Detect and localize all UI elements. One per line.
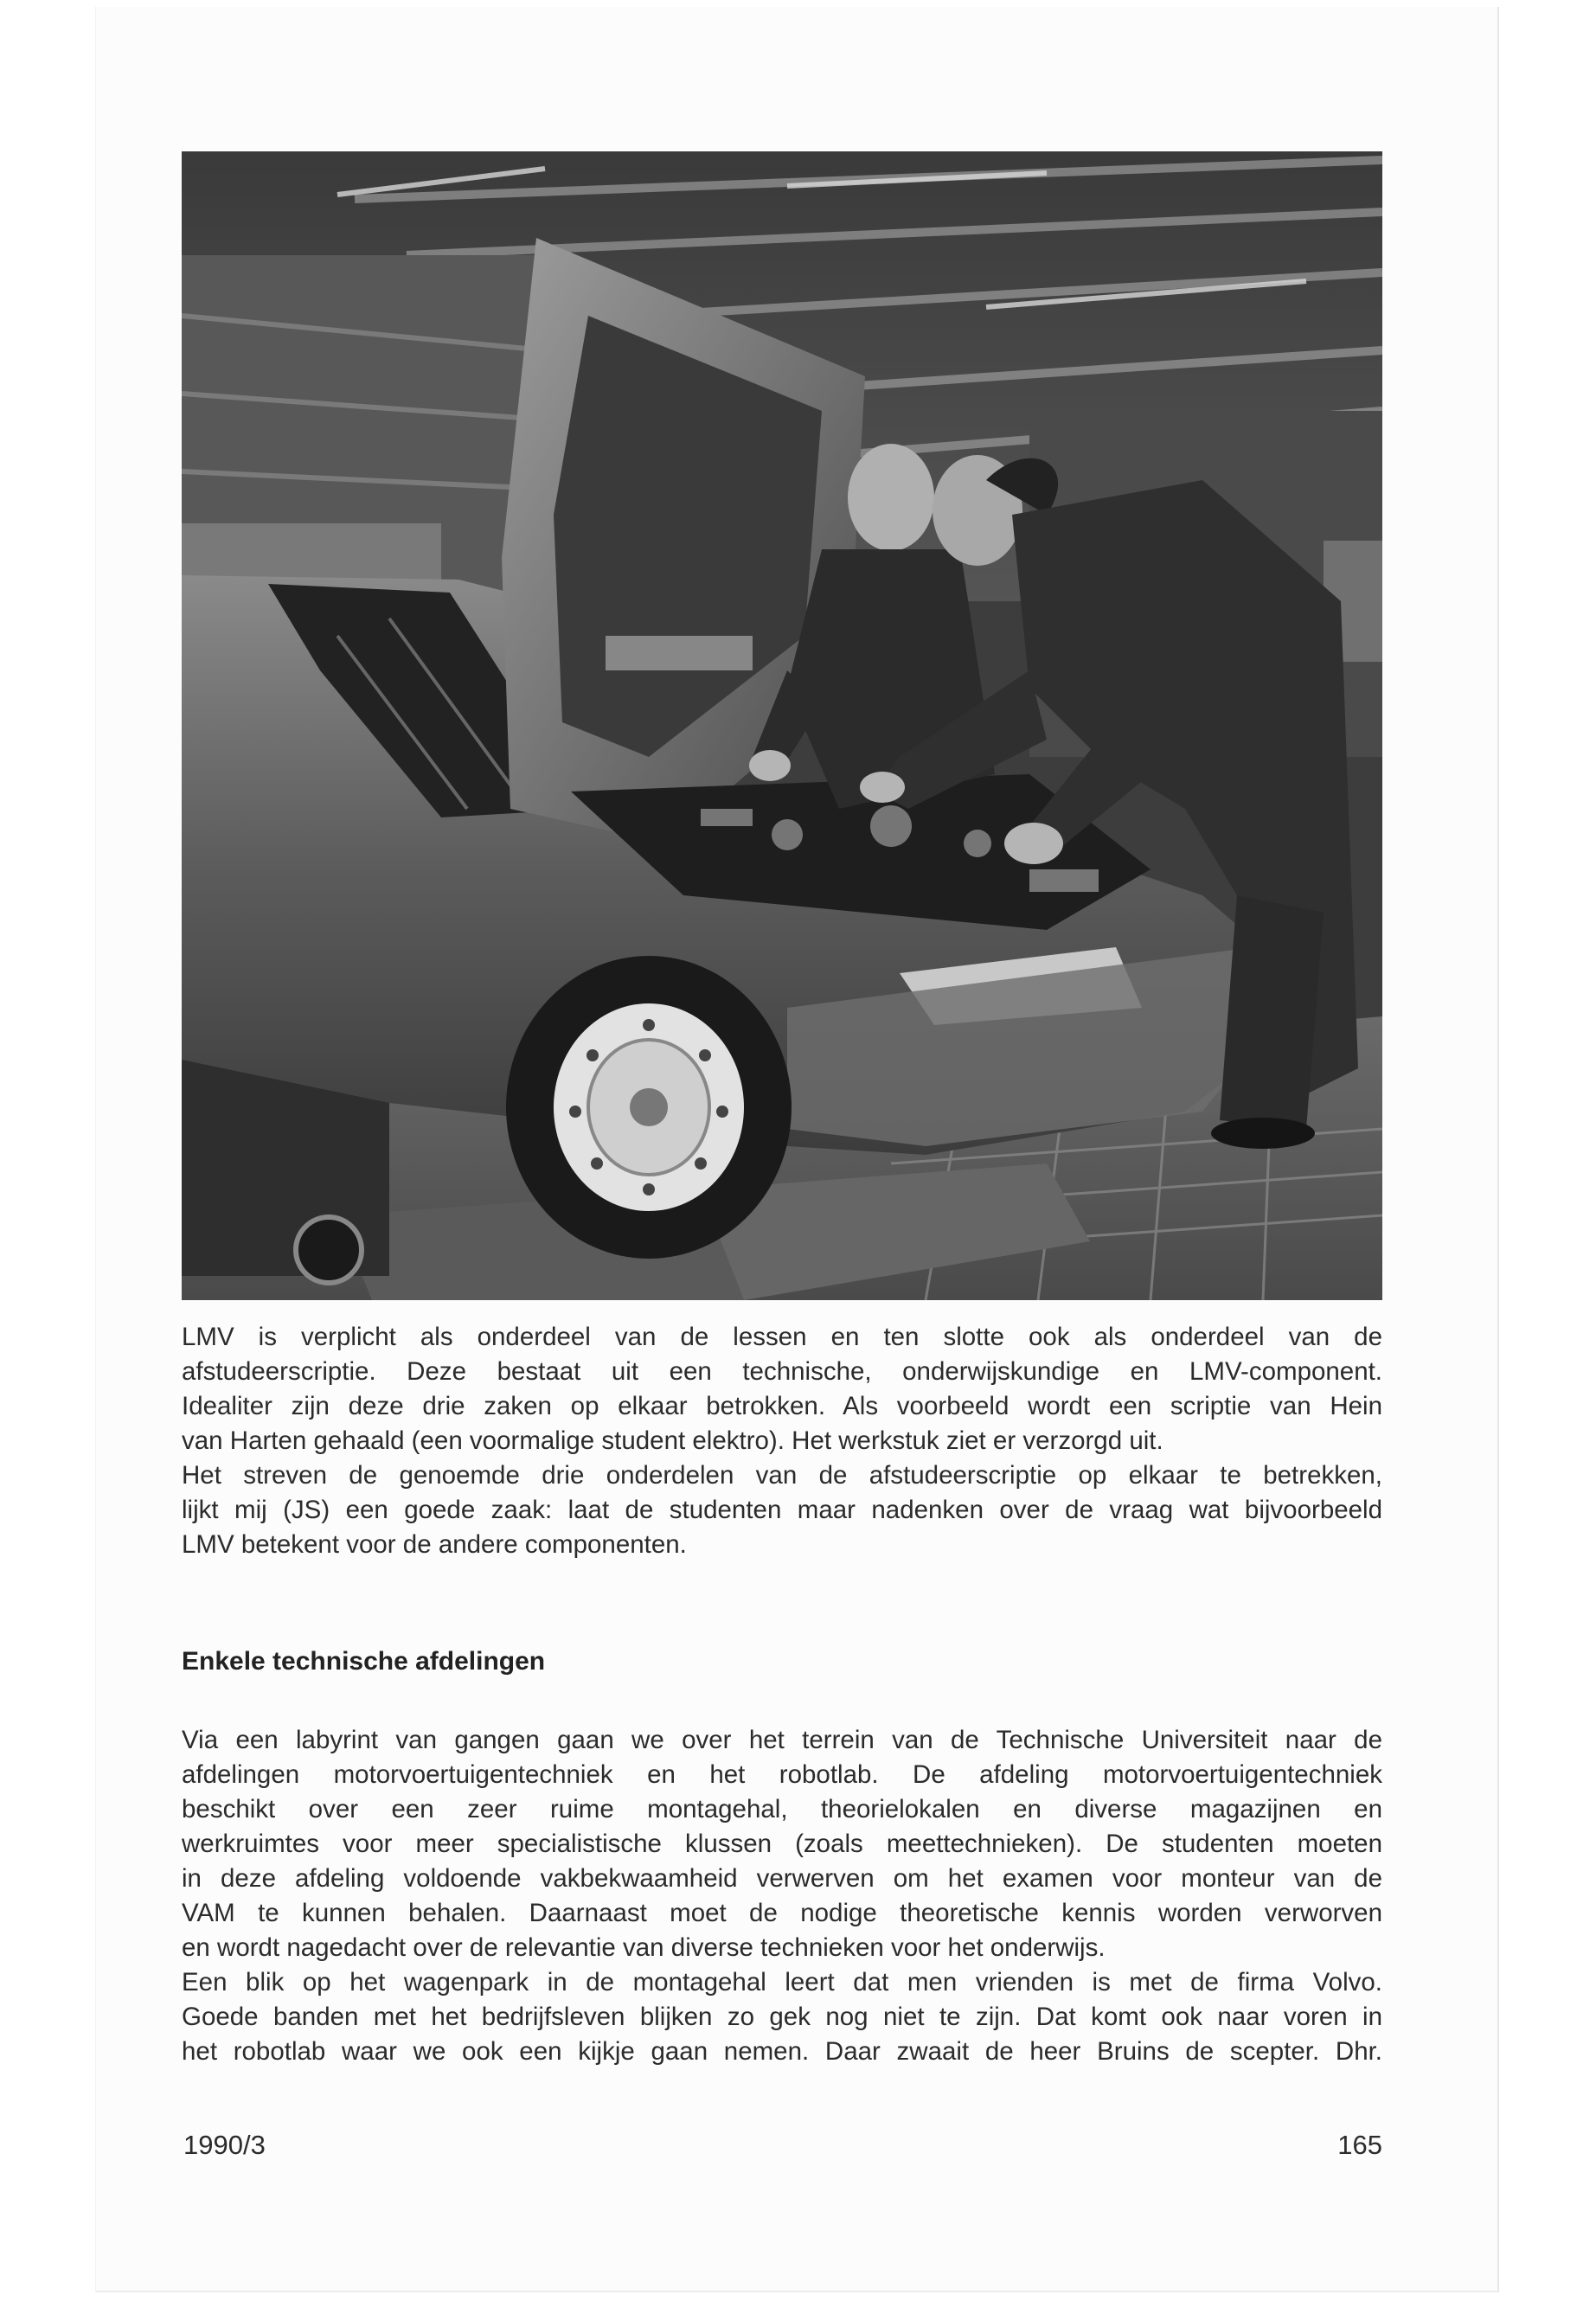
garage-photo bbox=[182, 151, 1382, 1300]
page-number: 165 bbox=[1337, 2130, 1382, 2160]
caption-line: LMV betekent voor de andere componenten. bbox=[182, 1530, 687, 1559]
caption-line: Het streven de genoemde drie onderdelen van de afstudeerscriptie op elkaar te betrekken, bbox=[182, 1461, 1382, 1490]
photo-caption bbox=[182, 1320, 1382, 1562]
caption-line: van Harten gehaald (een voormalige student elektro). Het werkstuk ziet er verzorgd uit. bbox=[182, 1426, 1163, 1455]
caption-line: lijkt mij (JS) een goede zaak: laat de studenten maar nadenken over de vraag wat bijvoorbeeld bbox=[182, 1496, 1382, 1524]
car-mechanics-image bbox=[182, 151, 1382, 1300]
body-line: Een blik op het wagenpark in de montagehal leert dat men vrienden is met de firma Volvo. bbox=[182, 1968, 1382, 1997]
section-body bbox=[182, 1723, 1382, 2069]
body-line: het robotlab waar we ook een kijkje gaan nemen. Daar zwaait de heer Bruins de scepter. Dhr. bbox=[182, 2037, 1382, 2066]
body-line: werkruimtes voor meer specialistische klussen (zoals meettechnieken). De studenten moeten bbox=[182, 1830, 1382, 1858]
body-line: in deze afdeling voldoende vakbekwaamheid verwerven om het examen voor monteur van de bbox=[182, 1864, 1382, 1893]
body-line: afdelingen motorvoertuigentechniek en het robotlab. De afdeling motorvoertuigentechniek bbox=[182, 1760, 1382, 1789]
body-line: Via een labyrint van gangen gaan we over het terrein van de Technische Universiteit naar de bbox=[182, 1726, 1382, 1754]
body-line: en wordt nagedacht over de relevantie van diverse technieken voor het onderwijs. bbox=[182, 1933, 1106, 1962]
body-line: Goede banden met het bedrijfsleven blijken zo gek nog niet te zijn. Dat komt ook naar voren in bbox=[182, 2003, 1382, 2031]
body-line: VAM te kunnen behalen. Daarnaast moet de nodige theoretische kennis worden verworven bbox=[182, 1899, 1382, 1927]
caption-line: Idealiter zijn deze drie zaken op elkaar betrokken. Als voorbeeld wordt een scriptie van Hein bbox=[182, 1392, 1382, 1420]
caption-line: LMV is verplicht als onderdeel van de lessen en ten slotte ook als onderdeel van de bbox=[182, 1323, 1382, 1351]
section-heading: Enkele technische afdelingen bbox=[182, 1647, 546, 1676]
body-line: beschikt over een zeer ruime montagehal, theorielokalen en diverse magazijnen en bbox=[182, 1795, 1382, 1823]
issue-number: 1990/3 bbox=[183, 2130, 266, 2160]
caption-line: afstudeerscriptie. Deze bestaat uit een technische, onderwijskundige en LMV-component. bbox=[182, 1357, 1382, 1386]
